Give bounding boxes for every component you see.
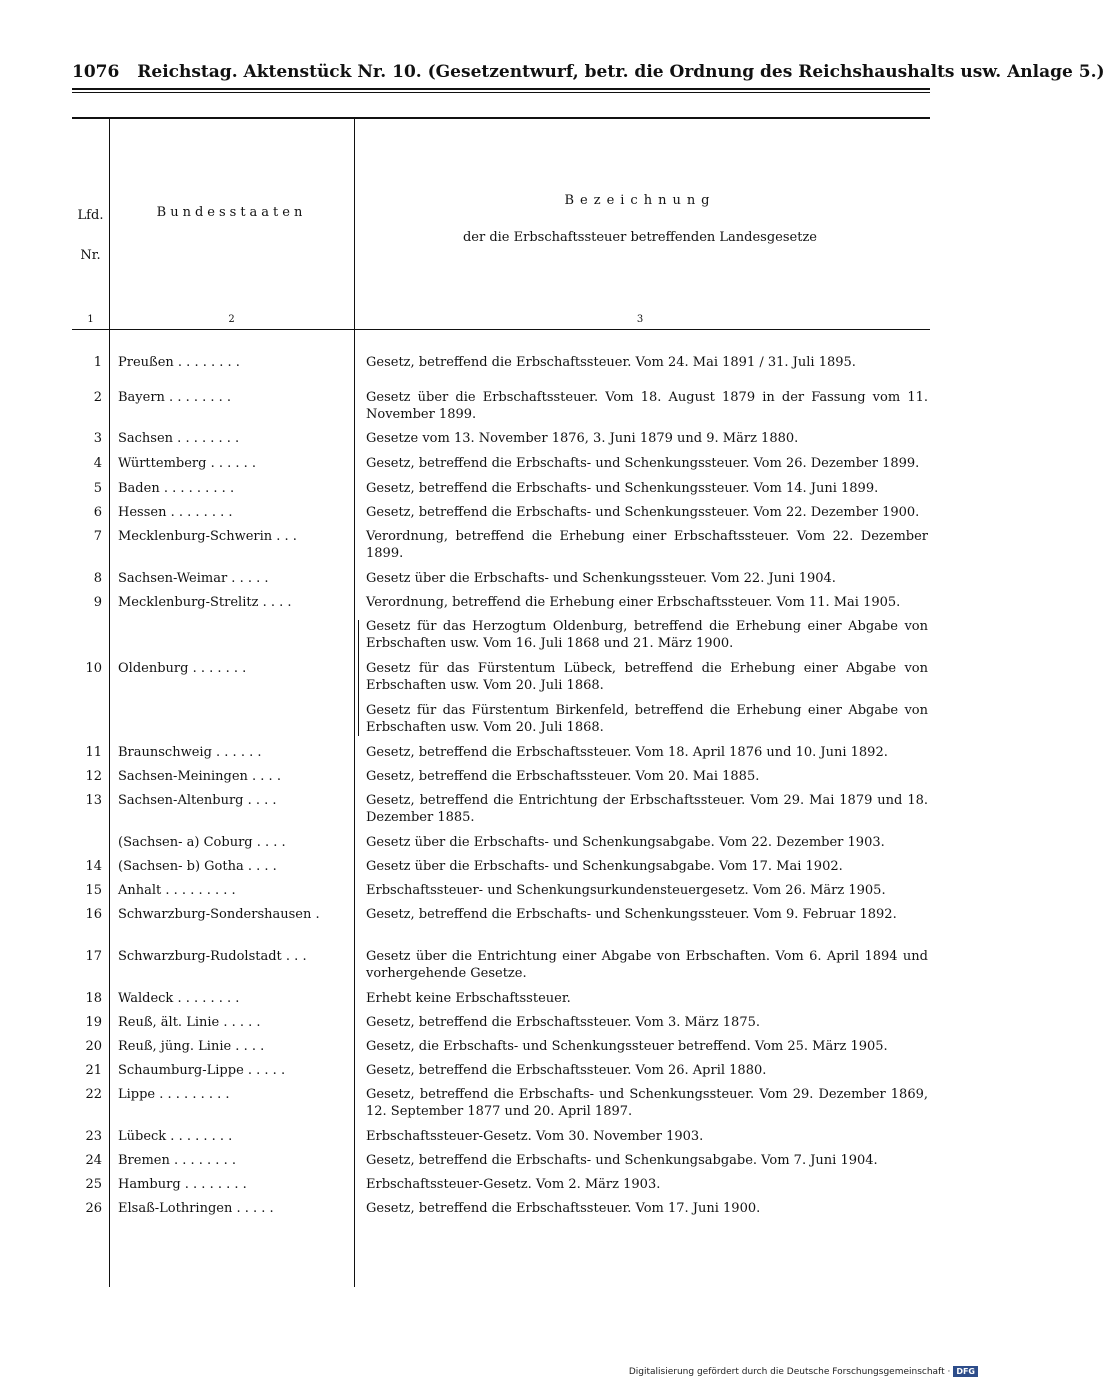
column-number-rule (72, 329, 930, 330)
header-bezeichnung: Bezeichnung (564, 193, 716, 208)
row-number: 17 (85, 949, 102, 964)
state-name: (Sachsen- a) Coburg . . . . (118, 835, 286, 850)
row-number: 26 (85, 1201, 102, 1216)
state-name: Lippe . . . . . . . . . (118, 1087, 230, 1102)
row-number: 2 (93, 390, 102, 405)
law-description: Erbschaftssteuer-Gesetz. Vom 2. März 1903. (366, 1177, 661, 1192)
state-name: Reuß, jüng. Linie . . . . (118, 1039, 265, 1054)
law-description: Gesetze vom 13. November 1876, 3. Juni 1879 und 9. März 1880. (366, 431, 799, 446)
row-number: 8 (93, 571, 102, 586)
law-description: Gesetz, betreffend die Erbschaftssteuer. Vom 3. März 1875. (366, 1015, 760, 1030)
row-number: 10 (85, 661, 102, 676)
row-number: 5 (93, 481, 102, 496)
row-number: 1 (93, 355, 102, 370)
row-number: 16 (85, 907, 102, 922)
law-description: Gesetz über die Erbschafts- und Schenkungssteuer. Vom 22. Juni 1904. (366, 571, 836, 586)
footer (629, 1366, 978, 1377)
law-description: Gesetz über die Erbschaftssteuer. Vom 18. August 1879 in der Fassung vom 11. November 1899. (366, 390, 928, 422)
state-name: Mecklenburg-Strelitz . . . . (118, 595, 292, 610)
column-number: 3 (636, 314, 644, 325)
law-description: Gesetz, betreffend die Erbschafts- und Schenkungssteuer. Vom 9. Februar 1892. (366, 907, 897, 922)
law-description: Erhebt keine Erbschaftssteuer. (366, 991, 571, 1006)
column-divider-2 (354, 117, 355, 1287)
row-number: 7 (93, 529, 102, 544)
state-name: Waldeck . . . . . . . . (118, 991, 240, 1006)
state-name: Elsaß-Lothringen . . . . . (118, 1201, 274, 1216)
state-name: Lübeck . . . . . . . . (118, 1129, 233, 1144)
row-number: 20 (85, 1039, 102, 1054)
row-number: 22 (85, 1087, 102, 1102)
row-number: 3 (93, 431, 102, 446)
state-name: Schwarzburg-Rudolstadt . . . (118, 949, 307, 964)
oldenburg-brace (358, 620, 359, 736)
header-bundesstaaten: Bundesstaaten (156, 205, 307, 220)
state-name: Anhalt . . . . . . . . . (118, 883, 236, 898)
law-description: Verordnung, betreffend die Erhebung einer Erbschaftssteuer. Vom 22. Dezember 1899. (366, 529, 928, 561)
column-number: 1 (87, 314, 94, 325)
state-name: Hessen . . . . . . . . (118, 505, 233, 520)
law-description: Gesetz, betreffend die Erbschaftssteuer. Vom 26. April 1880. (366, 1063, 767, 1078)
page-header-title: Reichstag. Aktenstück Nr. 10. (Gesetzentwurf, betr. die Ordnung des Reichshaushalts usw. Anlage 5.) (137, 62, 1105, 82)
law-description: Gesetz, betreffend die Erbschafts- und Schenkungssteuer. Vom 14. Juni 1899. (366, 481, 879, 496)
law-description: Gesetz über die Erbschafts- und Schenkungsabgabe. Vom 22. Dezember 1903. (366, 835, 885, 850)
row-number: 23 (85, 1129, 102, 1144)
row-number: 25 (85, 1177, 102, 1192)
state-name: Württemberg . . . . . . (118, 456, 257, 471)
dfg-logo: DFG (953, 1366, 978, 1377)
row-number: 24 (85, 1153, 102, 1168)
state-name: Schwarzburg-Sondershausen . (118, 907, 320, 922)
law-description: Gesetz, betreffend die Erbschafts- und Schenkungssteuer. Vom 26. Dezember 1899. (366, 456, 920, 471)
footer-text: Digitalisierung gefördert durch die Deutsche Forschungsgemeinschaft · (628, 1367, 951, 1377)
law-description: Erbschaftssteuer- und Schenkungsurkundensteuergesetz. Vom 26. März 1905. (366, 883, 886, 898)
page-number: 1076 (72, 62, 120, 82)
table-top-rule (72, 117, 930, 119)
state-name: Baden . . . . . . . . . (118, 481, 235, 496)
law-description: Gesetz, betreffend die Erbschaftssteuer. Vom 18. April 1876 und 10. Juni 1892. (366, 745, 888, 760)
row-number: 12 (85, 769, 102, 784)
row-number: 4 (93, 456, 102, 471)
law-description: Gesetz, betreffend die Erbschafts- und Schenkungsabgabe. Vom 7. Juni 1904. (366, 1153, 878, 1168)
law-description: Gesetz für das Fürstentum Birkenfeld, betreffend die Erhebung einer Abgabe von Erbschaften usw. Vom 20. Juli 1868. (366, 703, 928, 735)
law-description: Erbschaftssteuer-Gesetz. Vom 30. November 1903. (366, 1129, 704, 1144)
header-rule-thin (72, 92, 930, 93)
state-name: Mecklenburg-Schwerin . . . (118, 529, 297, 544)
state-name: Sachsen-Weimar . . . . . (118, 571, 269, 586)
state-name: Preußen . . . . . . . . (118, 355, 240, 370)
row-number: 21 (85, 1063, 102, 1078)
header-rule (72, 88, 930, 90)
law-description: Gesetz, betreffend die Erbschafts- und Schenkungssteuer. Vom 29. Dezember 1869, 12. September 1877 und 20. April 1897. (366, 1087, 928, 1119)
state-name: Bayern . . . . . . . . (118, 390, 232, 405)
header-lfd-nr: Lfd. Nr. (77, 208, 104, 263)
law-description: Gesetz über die Entrichtung einer Abgabe von Erbschaften. Vom 6. April 1894 und vorhergehende Gesetze. (366, 949, 928, 981)
column-number: 2 (228, 314, 235, 325)
law-description: Gesetz, die Erbschafts- und Schenkungssteuer betreffend. Vom 25. März 1905. (366, 1039, 888, 1054)
law-description: Gesetz, betreffend die Erbschaftssteuer. Vom 24. Mai 1891 / 31. Juli 1895. (366, 355, 856, 370)
law-description: Gesetz, betreffend die Erbschaftssteuer. Vom 17. Juni 1900. (366, 1201, 761, 1216)
row-number: 6 (93, 505, 102, 520)
law-description: Gesetz für das Herzogtum Oldenburg, betreffend die Erhebung einer Abgabe von Erbschaften usw. Vom 16. Juli 1868 und 21. März 1900. (366, 619, 928, 651)
row-number: 19 (85, 1015, 102, 1030)
state-name: Sachsen-Meiningen . . . . (118, 769, 281, 784)
state-name: (Sachsen- b) Gotha . . . . (118, 859, 277, 874)
column-divider-1 (109, 117, 110, 1287)
state-name: Reuß, ält. Linie . . . . . (118, 1015, 261, 1030)
row-number: 13 (85, 793, 102, 808)
page-header (72, 62, 1105, 82)
state-name: Sachsen . . . . . . . . (118, 431, 240, 446)
state-name: Braunschweig . . . . . . (118, 745, 262, 760)
law-description: Gesetz, betreffend die Erbschafts- und Schenkungssteuer. Vom 22. Dezember 1900. (366, 505, 920, 520)
row-number: 9 (93, 595, 102, 610)
state-name: Schaumburg-Lippe . . . . . (118, 1063, 286, 1078)
row-number: 14 (85, 859, 102, 874)
law-description: Gesetz, betreffend die Erbschaftssteuer. Vom 20. Mai 1885. (366, 769, 760, 784)
row-number: 15 (85, 883, 102, 898)
state-name: Oldenburg . . . . . . . (118, 661, 247, 676)
header-bezeichnung-sub: der die Erbschaftssteuer betreffenden Landesgesetze (462, 230, 818, 245)
law-description: Verordnung, betreffend die Erhebung einer Erbschaftssteuer. Vom 11. Mai 1905. (366, 595, 901, 610)
state-name: Sachsen-Altenburg . . . . (118, 793, 277, 808)
state-name: Bremen . . . . . . . . (118, 1153, 236, 1168)
law-description: Gesetz über die Erbschafts- und Schenkungsabgabe. Vom 17. Mai 1902. (366, 859, 843, 874)
law-description: Gesetz für das Fürstentum Lübeck, betreffend die Erhebung einer Abgabe von Erbschaften usw. Vom 20. Juli 1868. (366, 661, 928, 693)
row-number: 18 (85, 991, 102, 1006)
state-name: Hamburg . . . . . . . . (118, 1177, 247, 1192)
law-description: Gesetz, betreffend die Entrichtung der Erbschaftssteuer. Vom 29. Mai 1879 und 18. Dezember 1885. (366, 793, 928, 825)
row-number: 11 (85, 745, 102, 760)
